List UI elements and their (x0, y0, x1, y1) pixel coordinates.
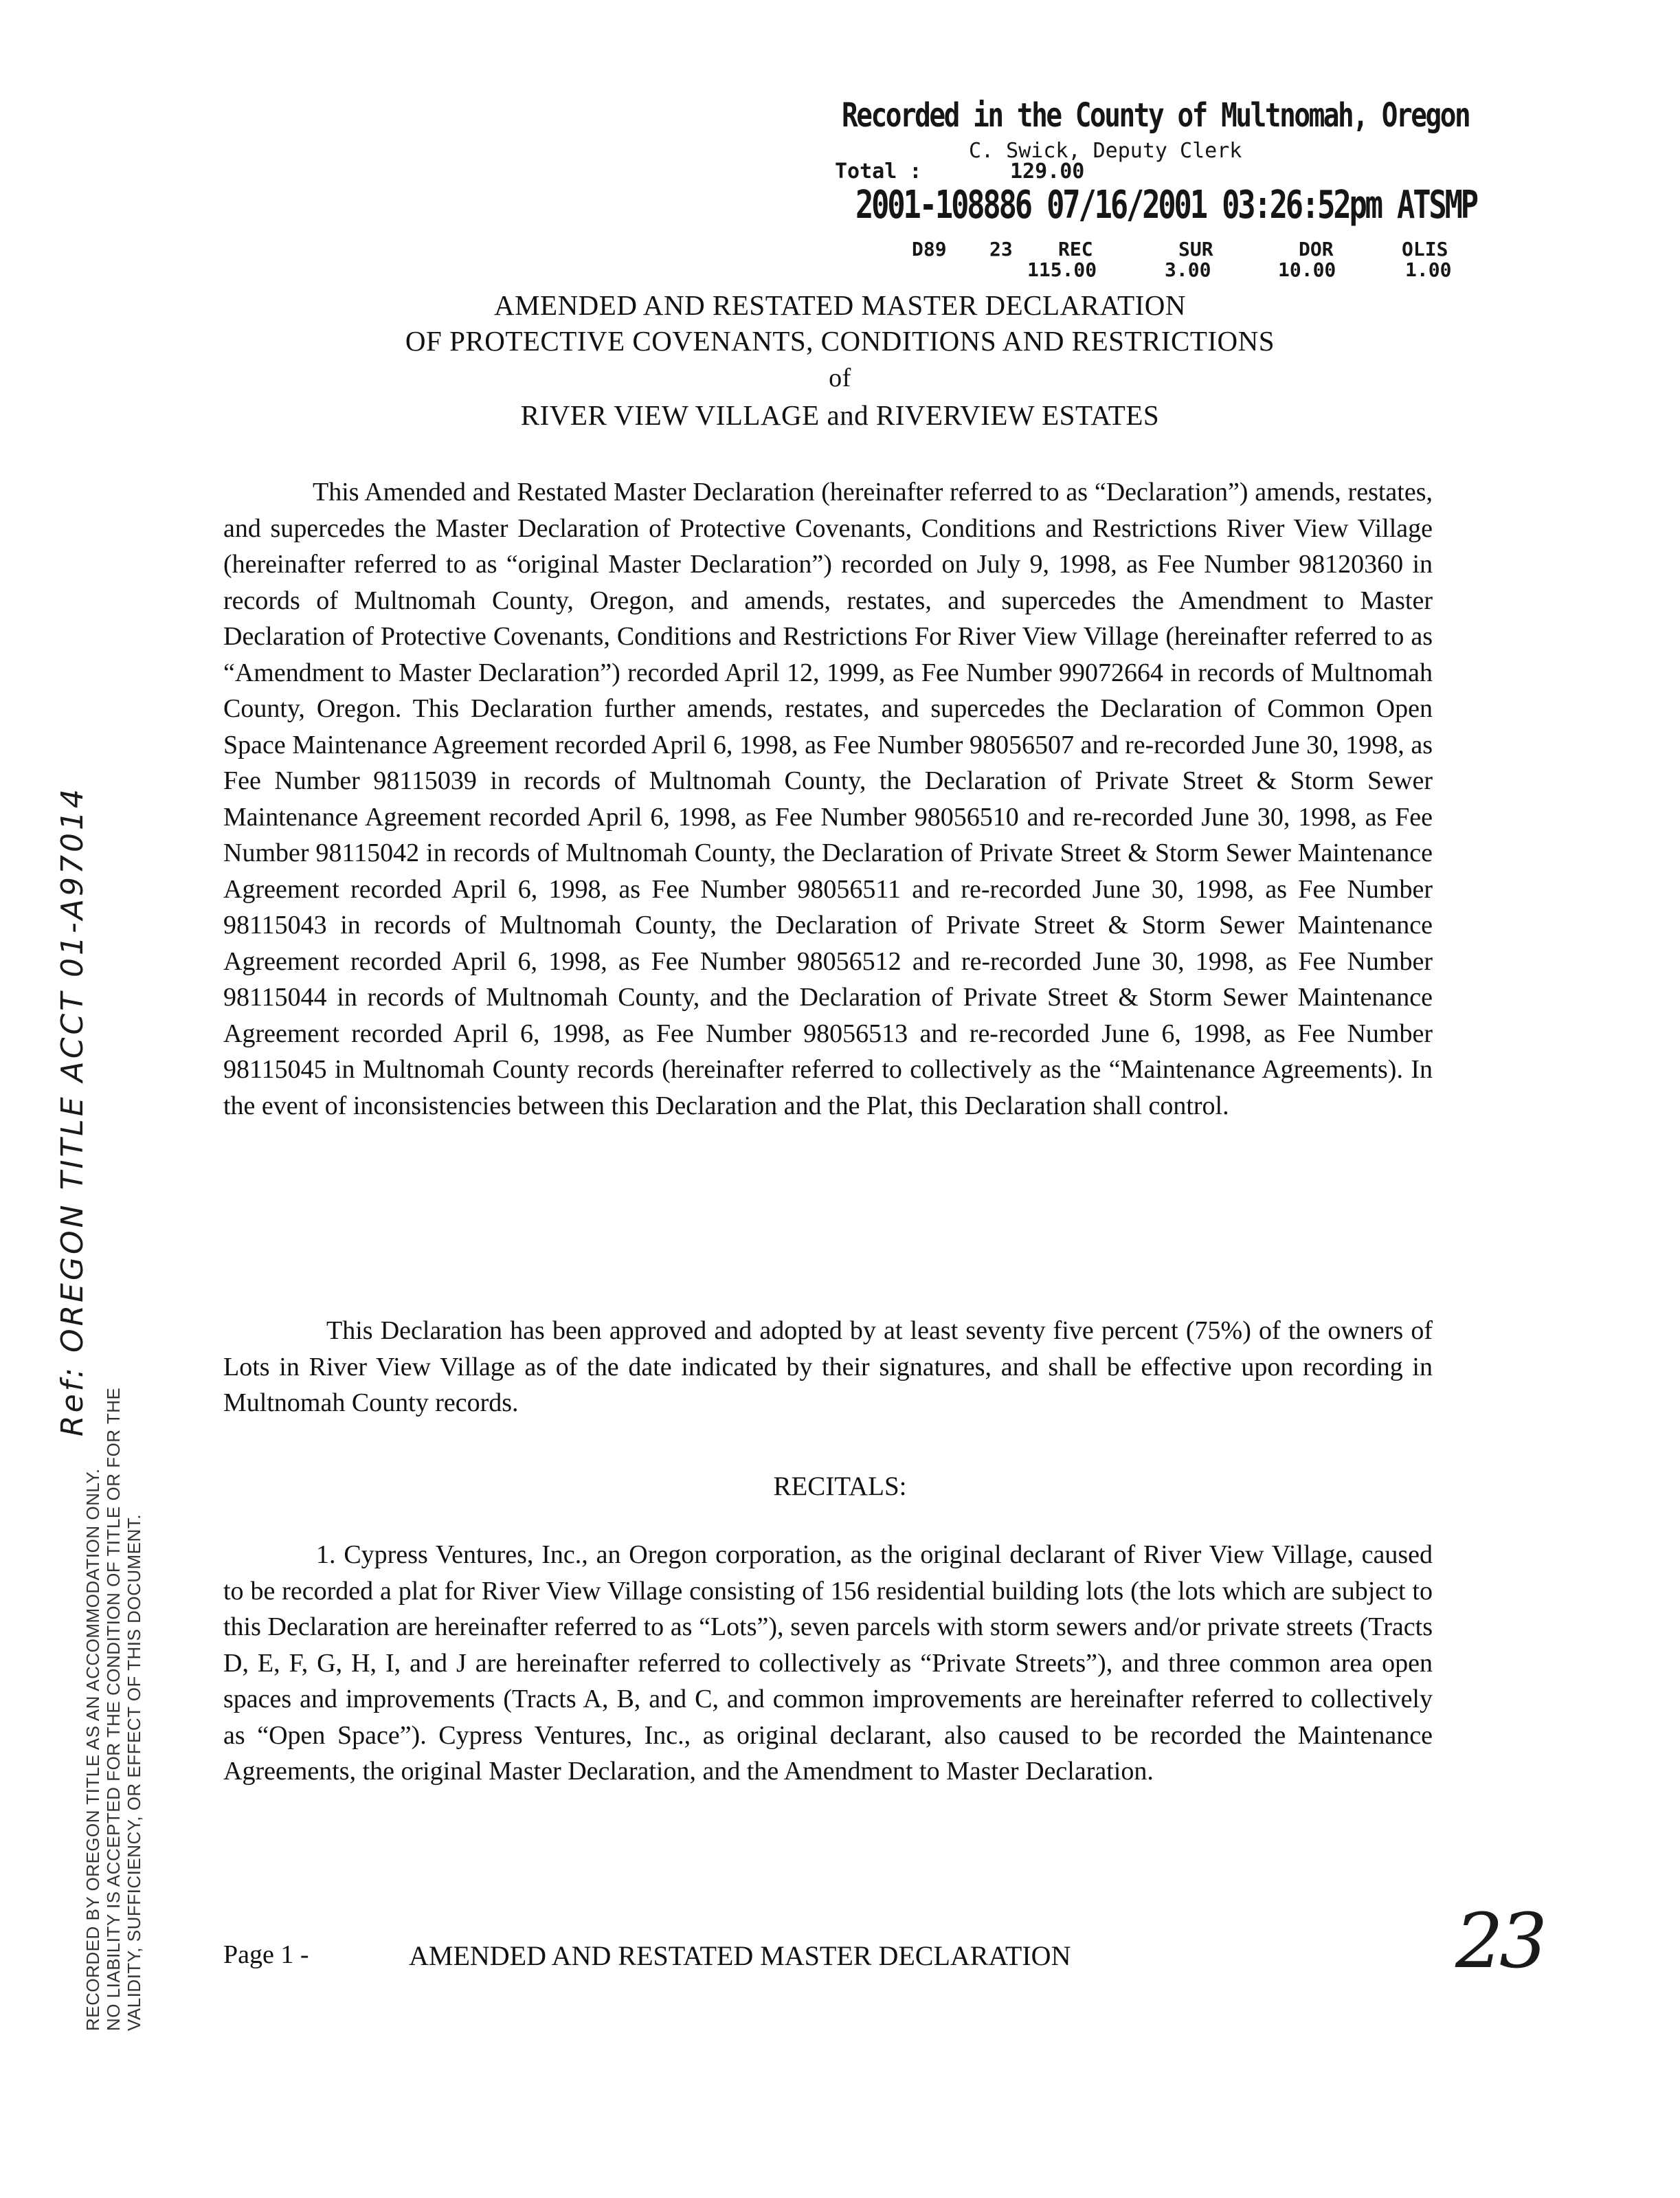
fee-header: 23 (989, 238, 1013, 260)
fee-header: SUR (1178, 238, 1213, 260)
fee-value: 10.00 (1278, 258, 1336, 281)
recital-paragraph-1: 1. Cypress Ventures, Inc., an Oregon corporation, as the original declarant of River View Village, caused to be recorded a plat for River View Village consisting of 156 residential building lots (the lots which are subject to this Declaration are hereinafter referred to as “Lots”), seven parcels with storm sewers and/or private streets (Tracts D, E, F, G, H, I, and J are hereinafter referred to collectively as “Private Streets”), and three common area open spaces and improvements (Tracts A, B, and C, and common improvements are hereinafter referred to collectively as “Open Space”). Cypress Ventures, Inc., as original declarant, also caused to be recorded the Maintenance Agreements, the original Master Declaration, and the Amendment to Master Declaration. (223, 1540, 1433, 1786)
fee-value: 1.00 (1405, 258, 1452, 281)
side-stamp-line-3: VALIDITY, SUFFICIENCY, OR EFFECT OF THIS DOCUMENT. (124, 1513, 144, 2031)
fee-header: D89 (912, 238, 947, 260)
stamp-total-value: 129.00 (1010, 159, 1085, 184)
handwritten-page-number: 23 (1455, 1897, 1543, 1985)
fee-value: 3.00 (1165, 258, 1211, 281)
document-title-line-2: OF PROTECTIVE COVENANTS, CONDITIONS AND RESTRICTIONS (405, 325, 1275, 357)
stamp-clerk-line: C. Swick, Deputy Clerk (969, 139, 1242, 163)
accommodation-side-stamp (82, 1388, 144, 2031)
fee-header: DOR (1299, 238, 1334, 260)
document-title-line-1: AMENDED AND RESTATED MASTER DECLARATION (493, 289, 1187, 321)
stamp-record-line: 2001-108886 07/16/2001 03:26:52pm ATSMP (855, 183, 1477, 227)
stamp-total-label: Total : (835, 159, 922, 184)
fee-value: 115.00 (1027, 258, 1097, 281)
document-title-line-3: of (829, 364, 851, 392)
fee-header: OLIS (1402, 238, 1448, 260)
handwritten-reference-note (55, 786, 124, 1436)
document-title-line-4: RIVER VIEW VILLAGE and RIVERVIEW ESTATES (520, 399, 1160, 431)
side-stamp-line-2: NO LIABILITY IS ACCEPTED FOR THE CONDITION OF TITLE OR FOR THE (103, 1387, 124, 2031)
recitals-heading: RECITALS: (773, 1472, 907, 1501)
side-stamp-line-1: RECORDED BY OREGON TITLE AS AN ACCOMMODATION ONLY. (82, 1468, 103, 2031)
body-paragraph-2: This Declaration has been approved and adopted by at least seventy five percent (75%) of the owners of Lots in River View Village as of the date indicated by their signatures, and shall be effective upon recording in Multnomah County records. (223, 1316, 1433, 1417)
fee-header: REC (1058, 238, 1093, 260)
body-paragraph-1: This Amended and Restated Master Declaration (hereinafter referred to as “Declaration”) amends, restates, and supercedes the Master Declaration of Protective Covenants, Conditions and Restrictions River View Village (hereinafter referred to as “original Master Declaration”) recorded on July 9, 1998, as Fee Number 98120360 in records of Multnomah County, Oregon, and amends, restates, and supercedes the Amendment to Master Declaration of Protective Covenants, Conditions and Restrictions For River View Village (hereinafter referred to as “Amendment to Master Declaration”) recorded April 12, 1999, as Fee Number 99072664 in records of Multnomah County, Oregon. This Declaration further amends, restates, and supercedes the Declaration of Common Open Space Maintenance Agreement recorded April 6, 1998, as Fee Number 98056507 and re-recorded June 30, 1998, as Fee Number 98115039 in records of Multnomah County, the Declaration of Private Street & Storm Sewer Maintenance Agreement recorded April 6, 1998, as Fee Number 98056510 and re-recorded June 30, 1998, as Fee Number 98115042 in records of Multnomah County, the Declaration of Private Street & Storm Sewer Maintenance Agreement recorded April 6, 1998, as Fee Number 98056511 and re-recorded June 30, 1998, as Fee Number 98115043 in records of Multnomah County, the Declaration of Private Street & Storm Sewer Maintenance Agreement recorded April 6, 1998, as Fee Number 98056512 and re-recorded June 30, 1998, as Fee Number 98115044 in records of Multnomah County, and the Declaration of Private Street & Storm Sewer Maintenance Agreement recorded April 6, 1998, as Fee Number 98056513 and re-recorded June 6, 1998, as Fee Number 98115045 in Multnomah County records (hereinafter referred to collectively as the “Maintenance Agreements). In the event of inconsistencies between this Declaration and the Plat, this Declaration shall control. (223, 478, 1433, 1120)
footer-page-label: Page 1 - (223, 1940, 309, 1969)
footer-document-title: AMENDED AND RESTATED MASTER DECLARATION (409, 1940, 1071, 1971)
stamp-county-line: Recorded in the County of Multnomah, Oregon (842, 96, 1470, 135)
handwritten-note-text: Ref: OREGON TITLE ACCT 01-A97014 (55, 786, 90, 1436)
